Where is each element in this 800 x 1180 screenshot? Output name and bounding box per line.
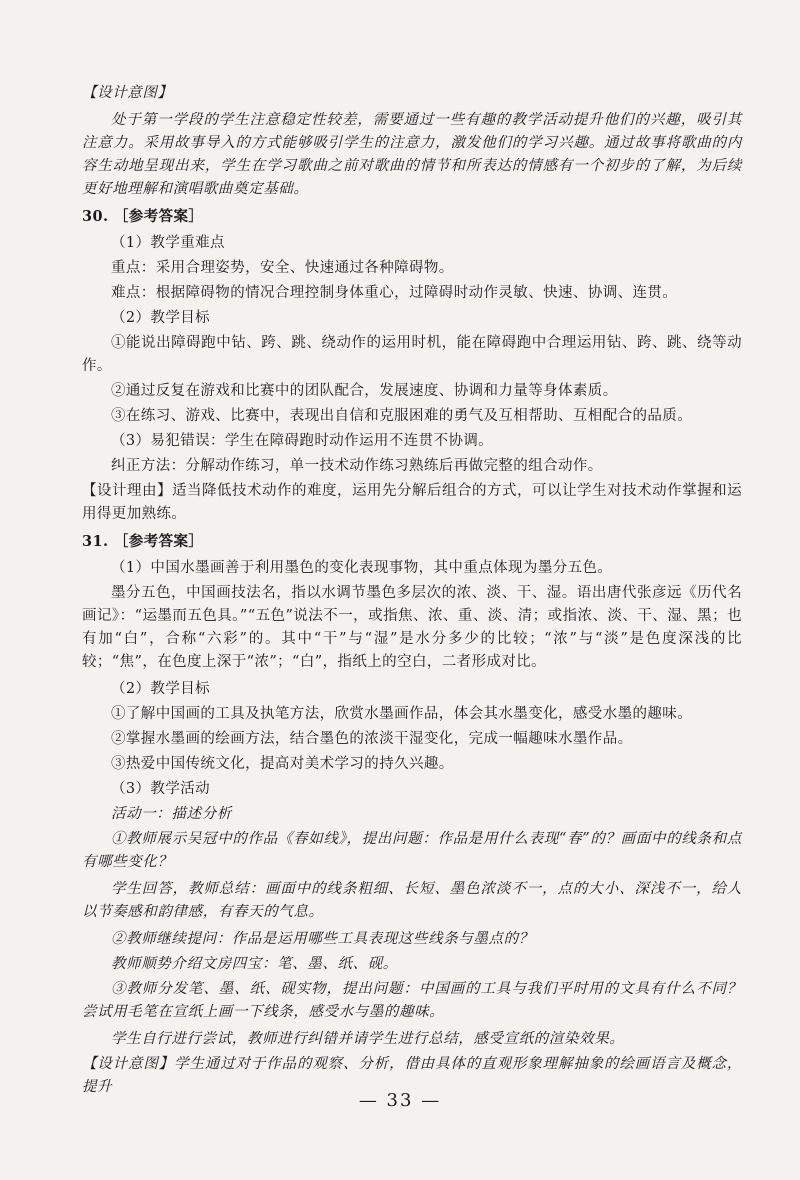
design-intent-paragraph: 处于第一学段的学生注意稳定性较差，需要通过一些有趣的教学活动提升他们的兴趣，吸引其注意力。采用故事导入的方式能够吸引学生的注意力，激发他们的学习兴趣。通过故事将歌曲的内容生动地呈现出来，学生在学习歌曲之前对歌曲的情节和所表达的情感有一个初步的了解，为后续更好地理解和演唱歌曲奠定基础。 <box>82 112 742 197</box>
section-heading: （1）教学重难点 <box>111 235 225 251</box>
activity-heading: 活动一：描述分析 <box>111 806 232 822</box>
activity-paragraph: 学生回答，教师总结：画面中的线条粗细、长短、墨色浓淡不一，点的大小、深浅不一，给人以节奏感和韵律感，有春天的气息。 <box>82 881 742 920</box>
page-number: — 33 — <box>358 1090 442 1111</box>
paragraph: 难点：根据障碍物的情况合理控制身体重心，过障碍时动作灵敏、快速、协调、连贯。 <box>111 285 678 301</box>
activity-paragraph: ②教师继续提问：作品是运用哪些工具表现这些线条与墨点的？ <box>111 931 534 947</box>
activity-paragraph: ③教师分发笔、墨、纸、砚实物，提出问题：中国画的工具与我们平时用的文具有什么不同？尝试用毛笔在宣纸上画一下线条，感受水与墨的趣味。 <box>82 981 742 1020</box>
activity-paragraph: ①教师展示吴冠中的作品《春如线》，提出问题：作品是用什么表现“春”的？画面中的线条和点有哪些变化？ <box>82 831 742 870</box>
answer-heading-31: 31. ［参考答案］ <box>82 533 204 550</box>
list-item: ①了解中国画的工具及执笔方法，欣赏水墨画作品，体会其水墨变化，感受水墨的趣味。 <box>111 706 693 722</box>
page-content <box>82 82 742 1103</box>
section-heading: （3）教学活动 <box>111 781 211 797</box>
design-intent-label: 【设计意图】 <box>82 85 173 101</box>
section-heading: （2）教学目标 <box>111 310 211 326</box>
answer-heading-30: 30. ［参考答案］ <box>82 208 204 225</box>
design-reason-paragraph: 【设计理由】适当降低技术动作的难度，运用先分解后组合的方式，可以让学生对技术动作掌握和运用得更加熟练。 <box>82 483 742 522</box>
list-item: ②掌握水墨画的绘画方法，结合墨色的浓淡干湿变化，完成一幅趣味水墨作品。 <box>111 731 633 747</box>
paragraph: 重点：采用合理姿势，安全、快速通过各种障碍物。 <box>111 260 454 276</box>
design-intent-paragraph: 【设计意图】学生通过对于作品的观察、分析，借由具体的直观形象理解抽象的绘画语言及概念，提升 <box>82 1056 742 1095</box>
list-item: ②通过反复在游戏和比赛中的团队配合，发展速度、协调和力量等身体素质。 <box>111 383 618 399</box>
activity-paragraph: 教师顺势介绍文房四宝：笔、墨、纸、砚。 <box>111 956 398 972</box>
section-heading: （3）易犯错误：学生在障碍跑时动作运用不连贯不协调。 <box>111 433 494 449</box>
list-item: ①能说出障碍跑中钻、跨、跳、绕动作的运用时机，能在障碍跑中合理运用钻、跨、跳、绕等动作。 <box>82 335 742 374</box>
list-item: ③在练习、游戏、比赛中，表现出自信和克服困难的勇气及互相帮助、互相配合的品质。 <box>111 408 693 424</box>
activity-paragraph: 学生自行进行尝试，教师进行纠错并请学生进行总结，感受宣纸的渲染效果。 <box>111 1031 625 1047</box>
paragraph: 墨分五色，中国画技法名，指以水调节墨色多层次的浓、淡、干、湿。语出唐代张彦远《历代名画记》：“运墨而五色具。”“五色”说法不一，或指焦、浓、重、淡、清；或指浓、淡、干、湿、黑；也有加“白”，合称“六彩”的。其中“干”与“湿”是水分多少的比较；“浓”与“淡”是色度深浅的比较；“焦”，在色度上深于“浓”；“白”，指纸上的空白，二者形成对比。 <box>82 585 742 670</box>
section-heading: （1）中国水墨画善于利用墨色的变化表现事物，其中重点体现为墨分五色。 <box>111 560 613 576</box>
section-heading: （2）教学目标 <box>111 681 211 697</box>
paragraph: 纠正方法：分解动作练习，单一技术动作练习熟练后再做完整的组合动作。 <box>111 458 603 474</box>
list-item: ③热爱中国传统文化，提高对美术学习的持久兴趣。 <box>111 756 454 772</box>
